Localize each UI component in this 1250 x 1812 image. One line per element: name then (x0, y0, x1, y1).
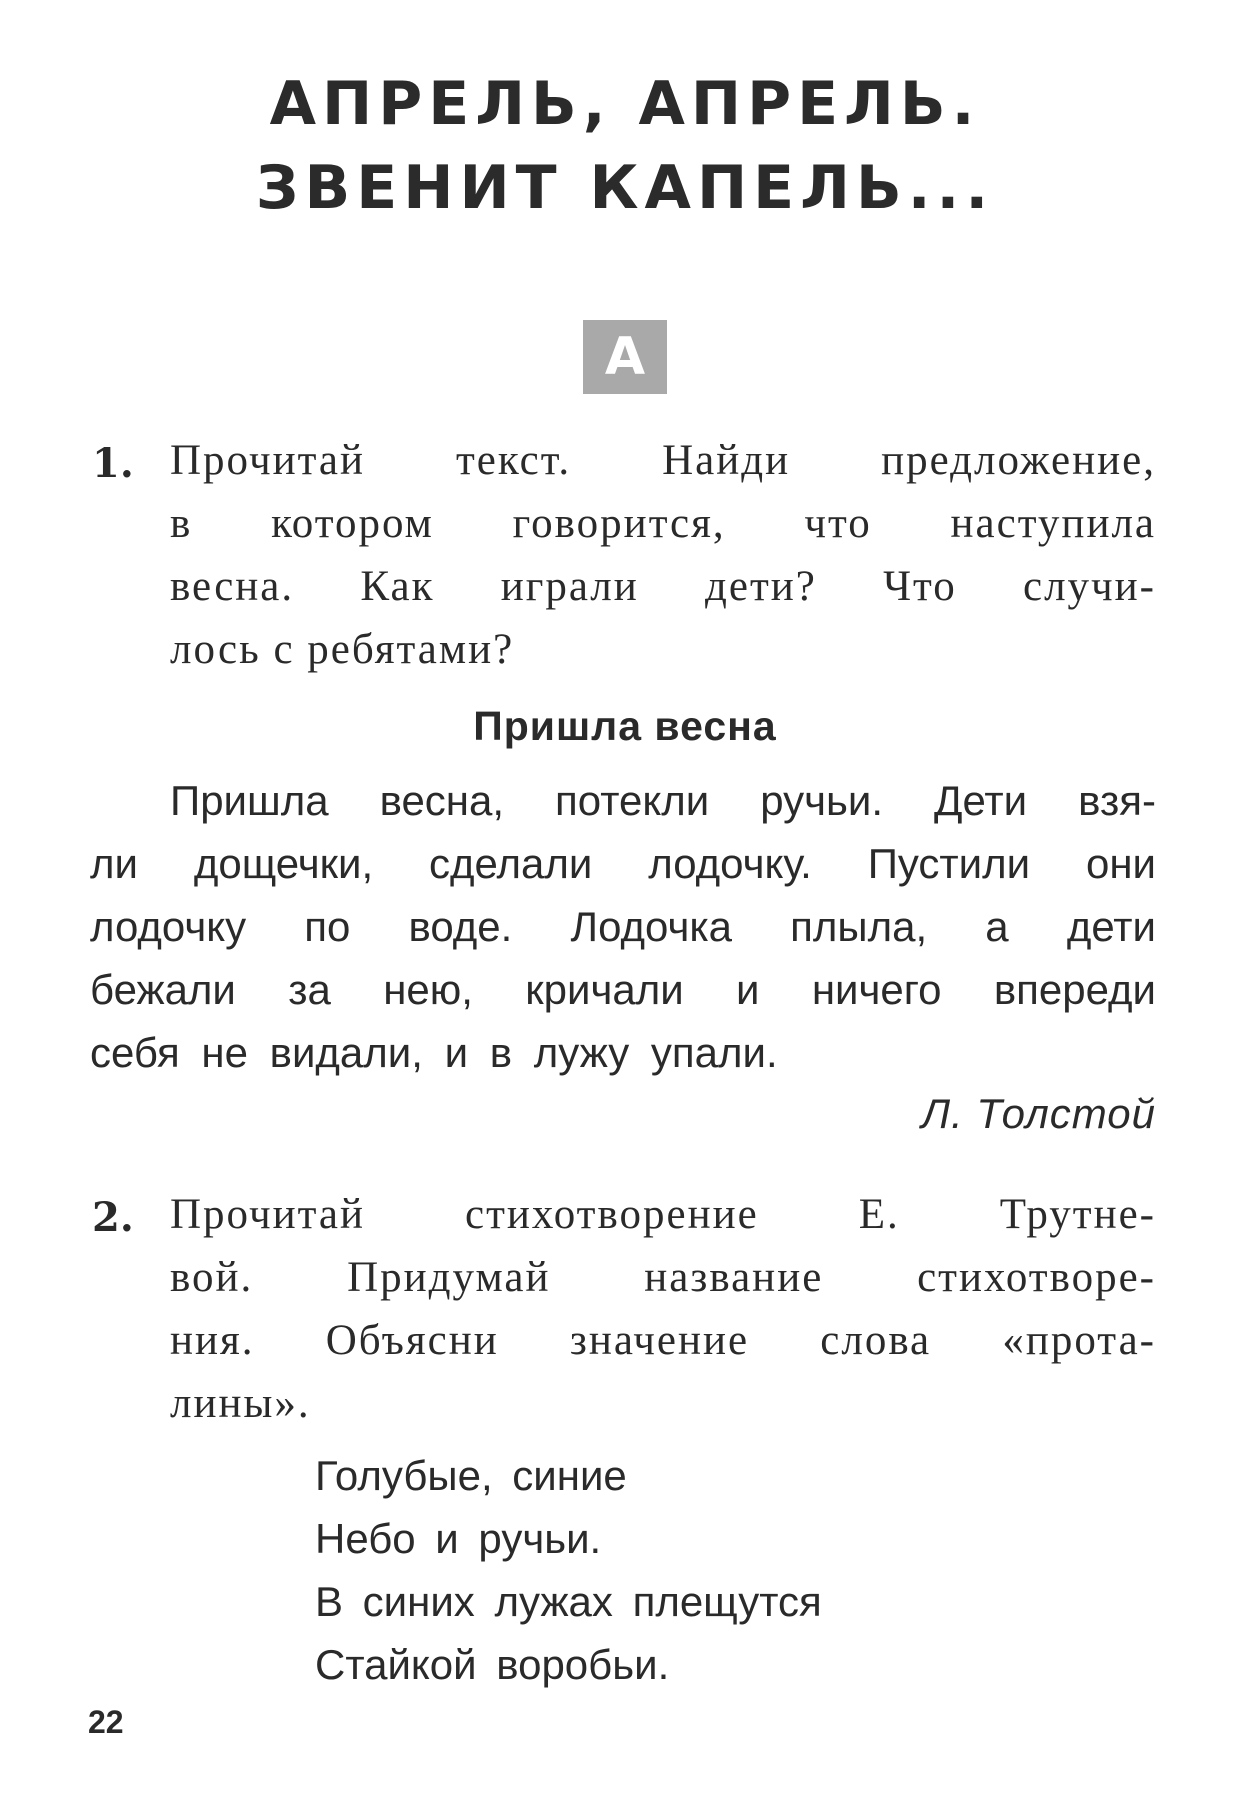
page-title-line-1: АПРЕЛЬ, АПРЕЛЬ. (269, 69, 981, 139)
task-2-line-2: вой. Придумай название стихотворе- (170, 1254, 1156, 1301)
task-2-line-3: ния. Объясни значение слова «прота- (170, 1317, 1156, 1364)
poem-line-2: Небо и ручьи. (315, 1515, 602, 1562)
task-2-line-4: лины». (170, 1380, 311, 1427)
story-line-4: бежали за нею, кричали и ничего впереди (90, 966, 1156, 1013)
poem-line-1: Голубые, синие (315, 1452, 627, 1499)
poem-line-4: Стайкой воробьи. (315, 1641, 670, 1688)
task-1-line-4: лось с ребятами? (170, 626, 515, 673)
task-1-line-3: весна. Как играли дети? Что случи- (170, 563, 1156, 610)
level-badge: А (583, 320, 667, 394)
task-1-line-2: в котором говорится, что наступила (170, 500, 1156, 547)
story-title: Пришла весна (473, 703, 777, 749)
story-author: Л. Толстой (921, 1090, 1156, 1137)
story-line-5: себя не видали, и в лужу упали. (90, 1029, 778, 1076)
task-2-number: 2. (92, 1194, 134, 1241)
page-number: 22 (88, 1704, 124, 1740)
task-1-number: 1. (92, 440, 134, 487)
page-title-line-2: ЗВЕНИТ КАПЕЛЬ... (255, 153, 995, 223)
task-1-line-1: Прочитай текст. Найди предложение, (170, 437, 1156, 484)
story-line-2: ли дощечки, сделали лодочку. Пустили они (90, 840, 1156, 887)
poem-line-3: В синих лужах плещутся (315, 1578, 822, 1625)
story-line-1: Пришла весна, потекли ручьи. Дети взя- (170, 777, 1156, 824)
task-2-line-1: Прочитай стихотворение Е. Трутне- (170, 1191, 1156, 1238)
story-line-3: лодочку по воде. Лодочка плыла, а дети (90, 903, 1156, 950)
